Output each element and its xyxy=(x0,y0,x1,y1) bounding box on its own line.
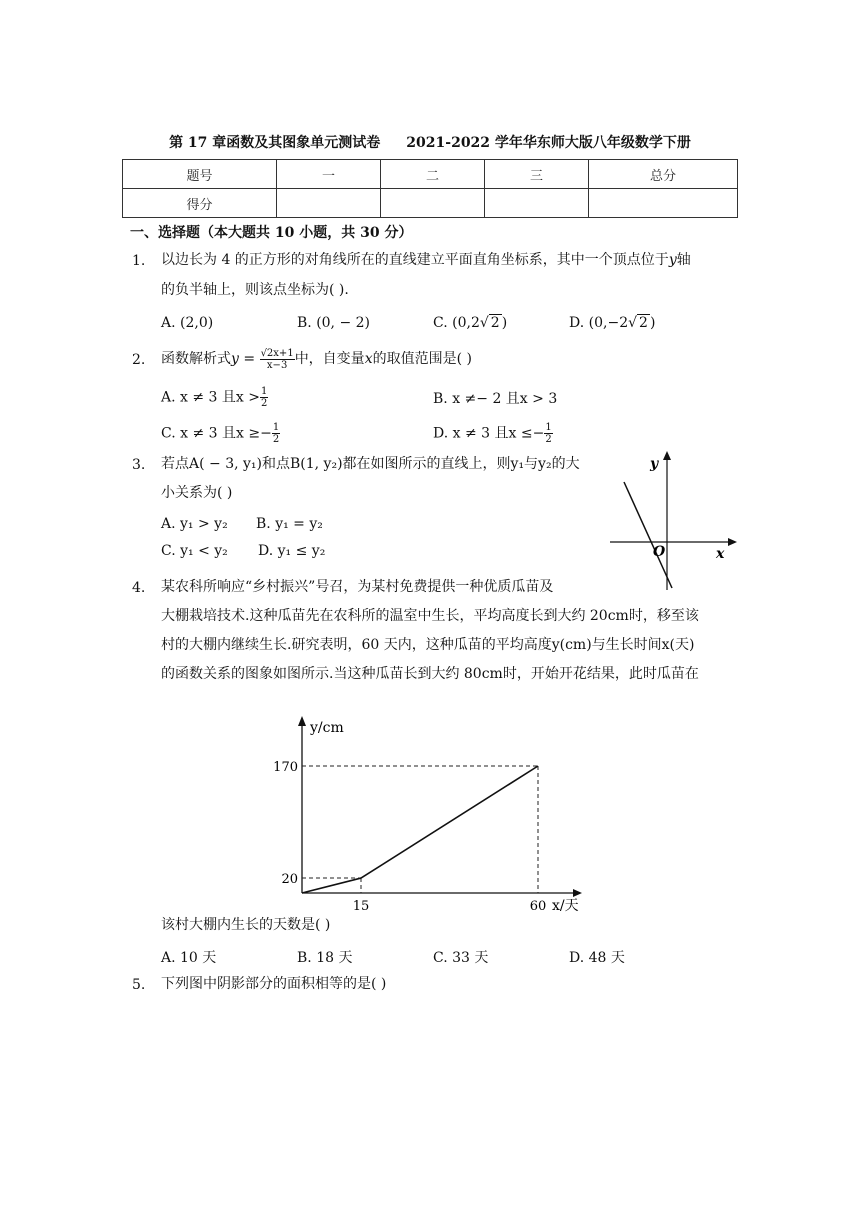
y-tick-label: 170 xyxy=(273,760,298,775)
question-number: 1. xyxy=(132,253,146,269)
option-a[interactable]: A. 10 天 xyxy=(161,950,217,966)
header-cell-one: 一 xyxy=(277,160,381,189)
question-2-text: 函数解析式y = $\frac{√2x+1}{x-3}$ 中，自变量x的取值范围是( ) xyxy=(161,347,472,371)
score-label-cell: 得分 xyxy=(123,189,277,218)
x-axis-label: x/天 xyxy=(552,898,579,914)
question-4-line-2: 大棚栽培技术.这种瓜苗先在农科所的温室中生长，平均高度长到大约 20cm时，移至该 xyxy=(161,608,699,624)
option-a[interactable]: A. y₁ > y₂ xyxy=(161,516,228,532)
score-header-row xyxy=(123,160,738,189)
straight-line xyxy=(624,482,672,588)
question-3-line-2: 小关系为( ) xyxy=(161,485,233,501)
question-number: 3. xyxy=(132,457,146,473)
y-axis-arrow xyxy=(298,716,306,726)
question-4-line-3: 村的大棚内继续生长.研究表明，60 天内，这种瓜苗的平均高度y(cm)与生长时间x(天) xyxy=(161,637,695,653)
series-segment xyxy=(302,878,361,893)
header-cell-three: 三 xyxy=(485,160,589,189)
y-axis-label: y/cm xyxy=(310,720,344,736)
option-d[interactable]: D. y₁ ≤ y₂ xyxy=(258,543,326,559)
option-a[interactable]: A. x ≠ 3 且x > $\frac{1}{2}$ xyxy=(161,386,268,409)
score-table xyxy=(122,159,738,218)
option-d[interactable]: D. (0,−2√ 2 ) xyxy=(569,315,656,331)
option-b[interactable]: B. 18 天 xyxy=(297,950,353,966)
option-c[interactable]: C. x ≠ 3 且x ≥− $\frac{1}{2}$ xyxy=(161,422,280,445)
question-1-line-2: 的负半轴上，则该点坐标为( ). xyxy=(161,282,349,298)
header-cell-total: 总分 xyxy=(589,160,738,189)
score-cell[interactable] xyxy=(485,189,589,218)
option-a[interactable]: A. (2,0) xyxy=(161,315,214,331)
score-cell[interactable] xyxy=(589,189,738,218)
option-c[interactable]: C. y₁ < y₂ xyxy=(161,543,228,559)
x-tick-label: 60 xyxy=(529,899,547,914)
question-4-line-4: 的函数关系的图象如图所示.当这种瓜苗长到大约 80cm时，开始开花结果，此时瓜苗在 xyxy=(161,666,699,682)
growth-chart xyxy=(270,712,600,920)
title-left: 第 17 章函数及其图象单元测试卷 xyxy=(169,135,381,151)
origin-label: O xyxy=(653,544,666,560)
score-row xyxy=(123,189,738,218)
x-label: x xyxy=(716,546,725,562)
x-axis-arrow xyxy=(573,889,582,897)
fraction: $\frac{1}{2}$ xyxy=(272,422,280,445)
question-3-line-1: 若点A( − 3, y₁)和点B(1, y₂)都在如图所示的直线上，则y₁与y₂的大 xyxy=(161,456,580,472)
header-cell-two: 二 xyxy=(381,160,485,189)
score-cell[interactable] xyxy=(381,189,485,218)
header-cell-item: 题号 xyxy=(123,160,277,189)
y-tick-label: 20 xyxy=(281,872,298,888)
title-right: 2021-2022 学年华东师大版八年级数学下册 xyxy=(406,135,691,151)
question-number: 2. xyxy=(132,352,146,368)
sqrt-sign: √ xyxy=(479,315,489,331)
option-b[interactable]: B. y₁ = y₂ xyxy=(256,516,323,532)
page-title xyxy=(0,132,860,152)
question-4-line-1: 某农科所响应“乡村振兴”号召，为某村免费提供一种优质瓜苗及 xyxy=(161,579,554,595)
option-c[interactable]: C. (0,2√ 2 ) xyxy=(433,315,508,331)
option-d[interactable]: D. x ≠ 3 且x ≤− $\frac{1}{2}$ xyxy=(433,422,552,445)
y-label: y xyxy=(650,456,659,472)
section-heading: 一、选择题（本大题共 10 小题，共 30 分） xyxy=(130,225,413,241)
option-b[interactable]: B. x ≠− 2 且x > 3 xyxy=(433,391,558,407)
question-4-line-5: 该村大棚内生长的天数是( ) xyxy=(161,917,331,933)
fraction: $\frac{√2x+1}{x-3}$ xyxy=(260,347,294,371)
option-d[interactable]: D. 48 天 xyxy=(569,950,625,966)
question-5-text: 下列图中阴影部分的面积相等的是( ) xyxy=(161,976,387,992)
sqrt-sign: √ xyxy=(628,315,638,331)
series-segment xyxy=(361,766,538,878)
y-axis-arrow xyxy=(663,451,671,460)
question-number: 4. xyxy=(132,580,146,596)
fraction: $\frac{1}{2}$ xyxy=(260,386,268,409)
option-c[interactable]: C. 33 天 xyxy=(433,950,489,966)
x-tick-label: 15 xyxy=(352,899,370,914)
question-1-line-1: 以边长为 4 的正方形的对角线所在的直线建立平面直角坐标系，其中一个顶点位于y轴 xyxy=(161,252,691,268)
x-axis-arrow xyxy=(728,538,737,546)
question-number: 5. xyxy=(132,977,146,993)
question-3-figure xyxy=(600,448,740,596)
option-b[interactable]: B. (0, − 2) xyxy=(297,315,371,331)
fraction: $\frac{1}{2}$ xyxy=(545,422,552,445)
axis-variable: y xyxy=(668,252,677,268)
score-cell[interactable] xyxy=(277,189,381,218)
